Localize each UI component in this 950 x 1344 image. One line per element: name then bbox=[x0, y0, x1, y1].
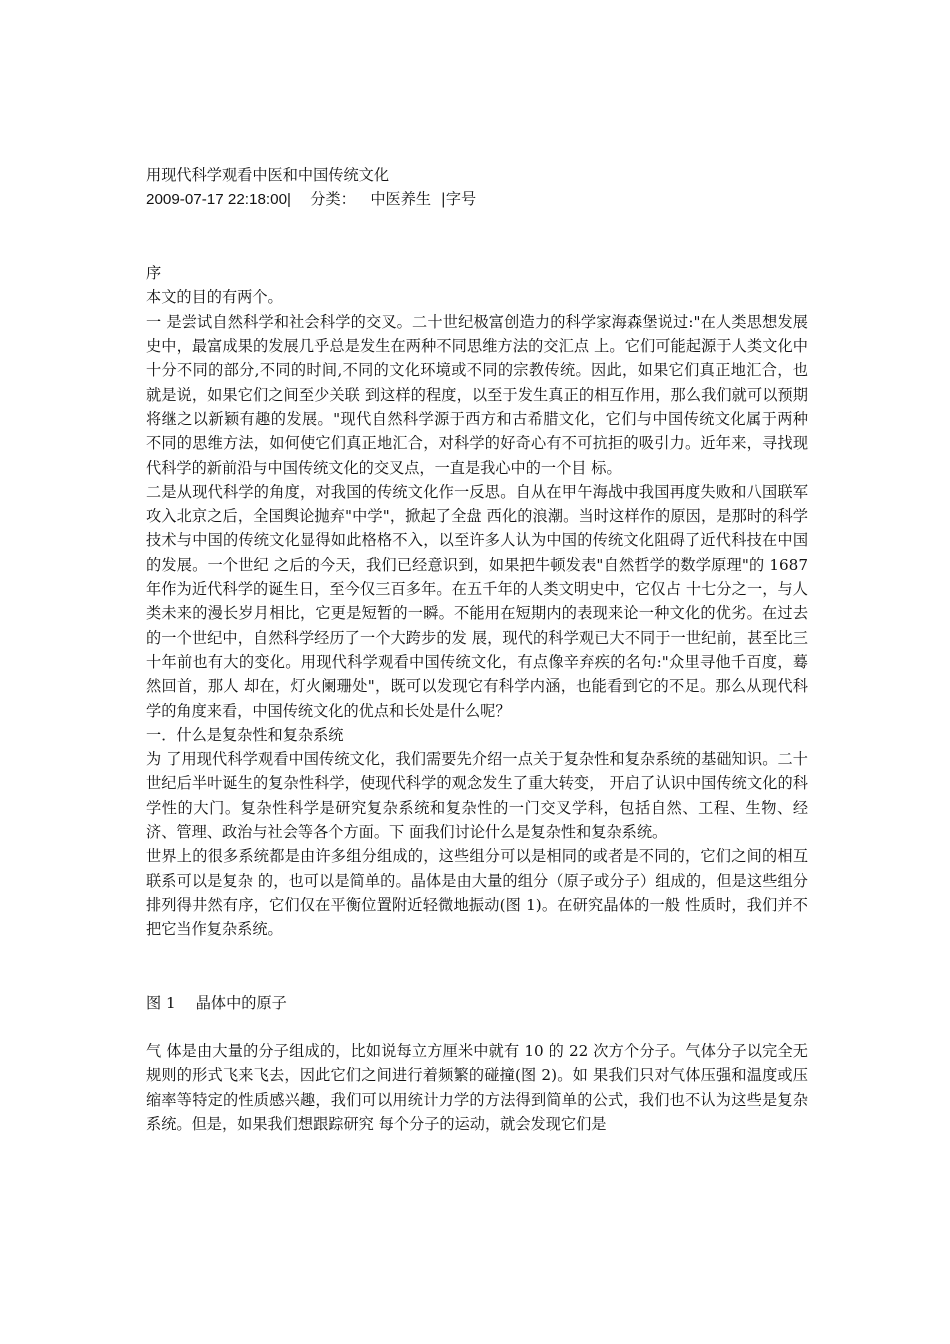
document-body bbox=[146, 163, 808, 1136]
section-heading: 一．什么是复杂性和复杂系统 bbox=[146, 725, 344, 744]
spacer bbox=[146, 213, 808, 262]
category-link[interactable]: 中医养生 bbox=[370, 190, 432, 209]
paragraph: 本文的目的有两个。 bbox=[146, 288, 283, 307]
paragraph: 一 是尝试自然科学和社会科学的交叉。二十世纪极富创造力的科学家海森堡说过:"在人类思想发展史中，最富成果的发展几乎总是发生在两种不同思维方法的交汇点 上。它们可能起源于人类文化中十分不同的部分,不同的时间,不同的文化环境或不同的宗教传统。因此，如果它们真正地汇合，也就是说，如果它们之间至少关联 到这样的程度，以至于发生真正的相互作用，那么我们就可以预期将继之以新颖有趣的发展。"现代自然科学源于西方和古希腊文化，它们与中国传统文化属于两种 不同的思维方法，如何使它们真正地汇合，对科学的好奇心有不可抗拒的吸引力。近年来，寻找现代科学的新前沿与中国传统文化的交叉点，一直是我心中的一个目 标。 bbox=[146, 312, 808, 477]
figure-placeholder bbox=[146, 942, 808, 991]
category-label: 分类： bbox=[310, 190, 356, 209]
paragraph: 世界上的很多系统都是由许多组分组成的，这些组分可以是相同的或者是不同的，它们之间的相互联系可以是复杂 的，也可以是简单的。晶体是由大量的组分（原子或分子）组成的，但是这些组分排列得井然有序，它们仅在平衡位置附近轻微地振动(图 1)。在研究晶体的一般 性质时，我们并不把它当作复杂系统。 bbox=[146, 847, 808, 939]
preface-heading: 序 bbox=[146, 264, 162, 283]
article-meta bbox=[146, 187, 808, 212]
spacer bbox=[146, 1015, 808, 1039]
paragraph: 气 体是由大量的分子组成的，比如说每立方厘米中就有 10 的 22 次方个分子。气体分子以完全无规则的形式飞来飞去，因此它们之间进行着频繁的碰撞(图 2)。如 果我们只对气体压强和温度或压缩率等特定的性质感兴趣，我们可以用统计力学的方法得到简单的公式，我们也不认为这些是复杂系统。但是，如果我们想跟踪研究 每个分子的运动，就会发现它们是 bbox=[146, 1042, 808, 1133]
publish-date: 2009-07-17 22:18:00| bbox=[146, 191, 291, 209]
paragraph: 为 了用现代科学观看中国传统文化，我们需要先介绍一点关于复杂性和复杂系统的基础知识。二十世纪后半叶诞生的复杂性科学，使现代科学的观念发生了重大转变， 开启了认识中国传统文化的科学性的大门。复杂性科学是研究复杂系统和复杂性的一门交叉学科，包括自然、工程、生物、经济、管理、政治与社会等各个方面。下 面我们讨论什么是复杂性和复杂系统。 bbox=[146, 750, 808, 842]
font-size-control[interactable]: |字号 bbox=[440, 190, 477, 209]
paragraph: 二是从现代科学的角度，对我国的传统文化作一反思。自从在甲午海战中我国再度失败和八国联军攻入北京之后，全国舆论抛弃"中学"，掀起了全盘 西化的浪潮。当时这样作的原因，是那时的科学技术与中国的传统文化显得如此格格不入，以至许多人认为中国的传统文化阻碍了近代科技在中国的发展。一个世纪 之后的今天，我们已经意识到，如果把牛顿发表"自然哲学的数学原理"的 1687 年作为近代科学的诞生日，至今仅三百多年。在五千年的人类文明史中，它仅占 十七分之一，与人类未来的漫长岁月相比，它更是短暂的一瞬。不能用在短期内的表现来论一种文化的优劣。在过去的一个世纪中，自然科学经历了一个大跨步的发 展，现代的科学观已大不同于一世纪前，甚至比三十年前也有大的变化。用现代科学观看中国传统文化，有点像辛弃疾的名句:"众里寻他千百度，蓦然回首，那人 却在，灯火阑珊处"，既可以发现它有科学内涵，也能看到它的不足。那么从现代科学的角度来看，中国传统文化的优点和长处是什么呢？ bbox=[146, 482, 808, 720]
article-title: 用现代科学观看中医和中国传统文化 bbox=[146, 166, 389, 184]
figure-caption: 图 1 晶体中的原子 bbox=[146, 993, 287, 1012]
